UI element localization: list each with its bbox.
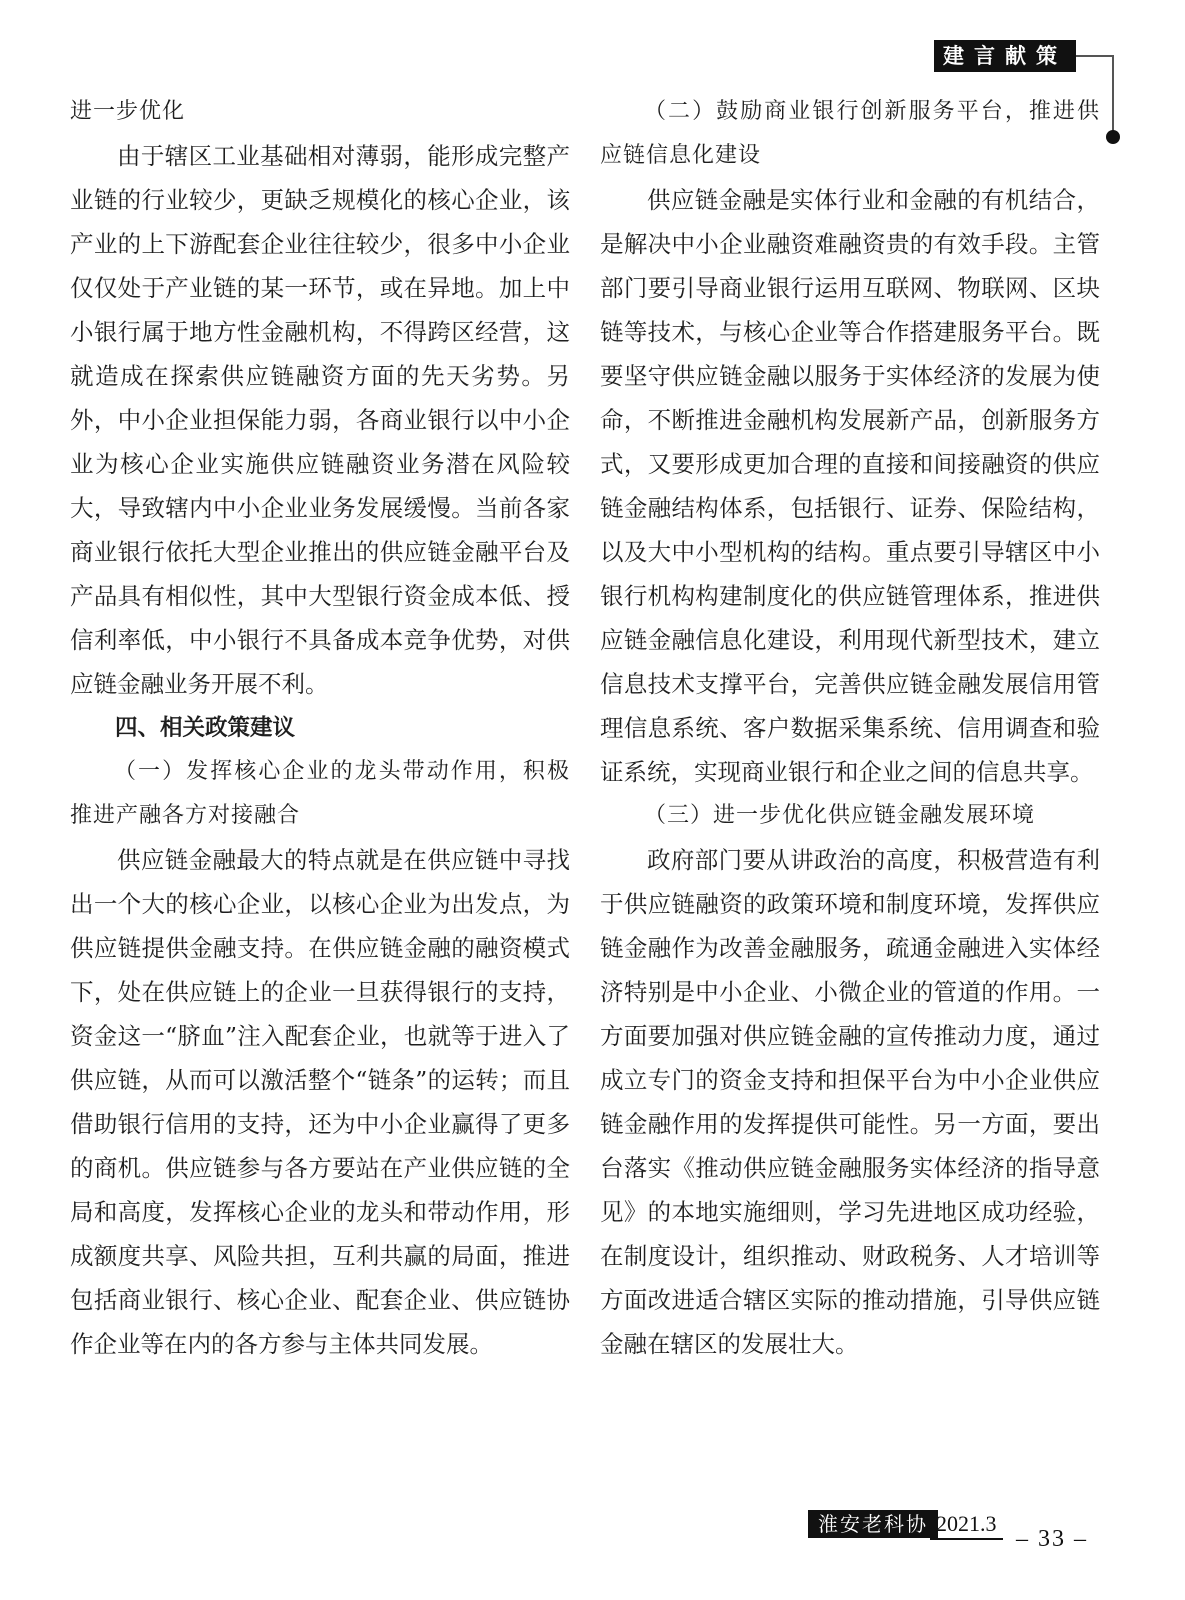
section-tag: 建言献策 <box>934 40 1076 72</box>
left-column <box>70 90 570 1366</box>
section-heading: 四、相关政策建议 <box>115 715 296 741</box>
issue-number: 2021.3 <box>930 1510 1003 1540</box>
subsection-heading: （三）进一步优化供应链金融发展环境 <box>644 803 1036 828</box>
subsection-heading: （二）鼓励商业银行创新服务平台，推进供应链信息化建设 <box>600 99 1100 168</box>
paragraph-body: 由于辖区工业基础相对薄弱，能形成完整产业链的行业较少，更缺乏规模化的核心企业，该产业的上下游配套企业往往较少，很多中小企业仅仅处于产业链的某一环节，或在异地。加上中小银行属于地方性金融机构，不得跨区经营，这就造成在探索供应链融资方面的先天劣势。另外，中小企业担保能力弱，各商业银行以中小企业为核心企业实施供应链融资业务潜在风险较大，导致辖内中小企业业务发展缓慢。当前各家商业银行依托大型企业推出的供应链金融平台及产品具有相似性，其中大型银行资金成本低、授信利率低，中小银行不具备成本竞争优势，对供应链金融业务开展不利。 <box>70 142 570 698</box>
publication-name: 淮安老科协 <box>808 1510 938 1538</box>
right-column <box>600 90 1100 1366</box>
paragraph-body: 政府部门要从讲政治的高度，积极营造有利于供应链融资的政策环境和制度环境，发挥供应链金融作为改善金融服务，疏通金融进入实体经济特别是中小企业、小微企业的管道的作用。一方面要加强对供应链金融的宣传推动力度，通过成立专门的资金支持和担保平台为中小企业供应链金融作用的发挥提供可能性。另一方面，要出台落实《推动供应链金融服务实体经济的指导意见》的本地实施细则，学习先进地区成功经验，在制度设计，组织推动、财政税务、人才培训等方面改进适合辖区实际的推动措施，引导供应链金融在辖区的发展壮大。 <box>600 846 1100 1358</box>
page-number: – 33 – <box>1016 1526 1088 1552</box>
bracket-dot-decoration <box>1106 130 1120 144</box>
subsection-heading: （一）发挥核心企业的龙头带动作用，积极推进产融各方对接融合 <box>70 759 570 828</box>
paragraph-body: 供应链金融最大的特点就是在供应链中寻找出一个大的核心企业，以核心企业为出发点，为供应链提供金融支持。在供应链金融的融资模式下，处在供应链上的企业一旦获得银行的支持，资金这一“脐血”注入配套企业，也就等于进入了供应链，从而可以激活整个“链条”的运转；而且借助银行信用的支持，还为中小企业赢得了更多的商机。供应链参与各方要站在产业供应链的全局和高度，发挥核心企业的龙头和带动作用，形成额度共享、风险共担，互利共赢的局面，推进包括商业银行、核心企业、配套企业、供应链协作企业等在内的各方参与主体共同发展。 <box>70 846 570 1358</box>
paragraph-continuation: 进一步优化 <box>70 99 186 124</box>
paragraph-body: 供应链金融是实体行业和金融的有机结合，是解决中小企业融资难融资贵的有效手段。主管部门要引导商业银行运用互联网、物联网、区块链等技术，与核心企业等合作搭建服务平台。既要坚守供应链金融以服务于实体经济的发展为使命，不断推进金融机构发展新产品，创新服务方式，又要形成更加合理的直接和间接融资的供应链金融结构体系，包括银行、证券、保险结构，以及大中小型机构的结构。重点要引导辖区中小银行机构构建制度化的供应链管理体系，推进供应链金融信息化建设，利用现代新型技术，建立信息技术支撑平台，完善供应链金融发展信用管理信息系统、客户数据采集系统、信用调查和验证系统，实现商业银行和企业之间的信息共享。 <box>600 186 1100 786</box>
